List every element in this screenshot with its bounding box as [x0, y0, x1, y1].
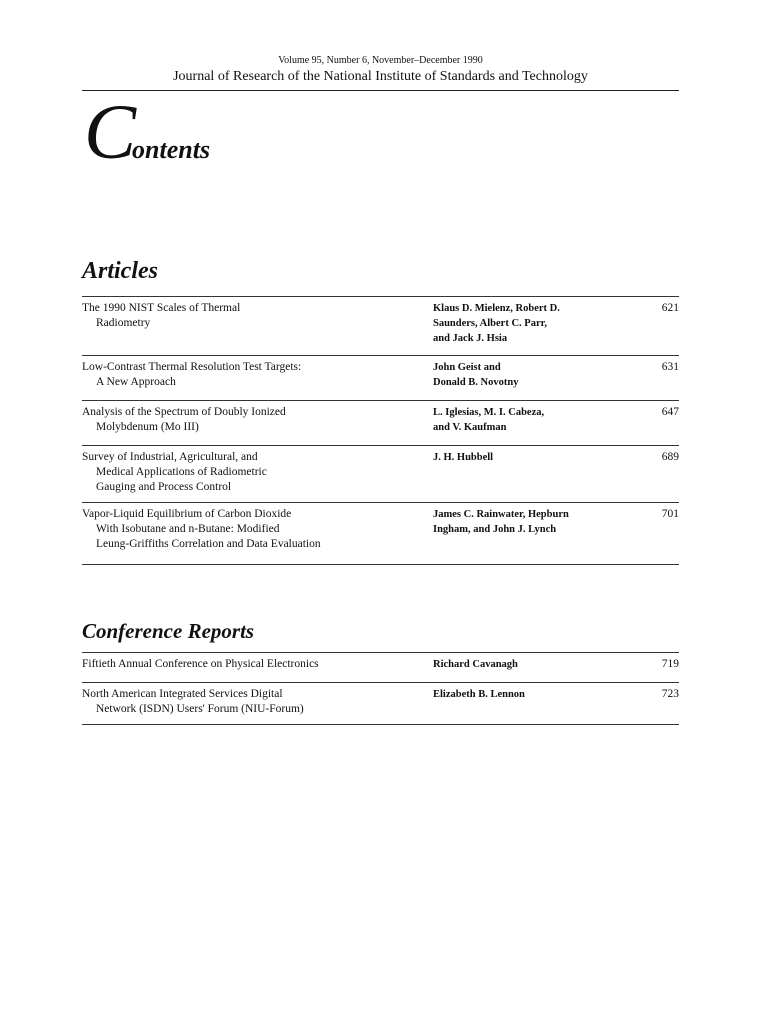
title-line: Network (ISDN) Users' Forum (NIU-Forum) [96, 703, 304, 715]
conference-authors [433, 687, 633, 702]
conference-reports-heading: Conference Reports [82, 619, 255, 643]
author-line: Saunders, Albert C. Parr, [433, 318, 547, 329]
issue-line: Volume 95, Number 6, November–December 1990 [278, 55, 483, 66]
conference-reports-list [82, 652, 679, 725]
article-page-number: 621 [661, 302, 679, 314]
article-page-number: 647 [661, 406, 679, 418]
author-line: Ingham, and John J. Lynch [433, 524, 557, 535]
title-line: North American Integrated Services Digital [82, 688, 283, 700]
article-page-number: 689 [661, 451, 679, 463]
contents-heading-initial: C [84, 88, 137, 175]
author-line: John Geist and [433, 362, 501, 373]
author-line: and V. Kaufman [433, 422, 507, 433]
article-authors [433, 507, 633, 537]
title-line: Low-Contrast Thermal Resolution Test Targets: [82, 361, 302, 373]
article-entry [82, 502, 679, 565]
title-line: Leung-Griffiths Correlation and Data Evaluation [96, 538, 321, 550]
journal-page [82, 0, 679, 1024]
article-title [82, 450, 422, 495]
article-entry [82, 445, 679, 502]
author-line: Donald B. Novotny [433, 377, 519, 388]
article-page-number: 701 [661, 508, 679, 520]
author-line: Klaus D. Mielenz, Robert D. [433, 303, 560, 314]
title-line: Fiftieth Annual Conference on Physical Electronics [82, 658, 319, 670]
conference-title [82, 657, 422, 672]
title-line: A New Approach [96, 376, 176, 388]
article-title [82, 405, 422, 435]
article-page-number: 631 [661, 361, 679, 373]
author-line: J. H. Hubbell [433, 452, 494, 463]
article-entry [82, 400, 679, 445]
journal-title: Journal of Research of the National Institute of Standards and Technology [173, 69, 588, 84]
article-authors [433, 360, 633, 390]
article-entry [82, 296, 679, 355]
title-line: With Isobutane and n-Butane: Modified [96, 523, 280, 535]
title-line: Vapor-Liquid Equilibrium of Carbon Dioxide [82, 508, 292, 520]
article-title [82, 301, 422, 331]
article-title [82, 360, 422, 390]
conference-page-number: 723 [661, 688, 679, 700]
article-entry [82, 355, 679, 400]
title-line: Gauging and Process Control [96, 481, 232, 493]
title-line: Medical Applications of Radiometric [96, 466, 267, 478]
contents-heading [84, 88, 211, 175]
author-line: Richard Cavanagh [433, 659, 518, 670]
articles-heading: Articles [82, 258, 158, 284]
contents-heading-rest: ontents [132, 135, 211, 164]
article-title [82, 507, 422, 552]
article-authors [433, 301, 633, 346]
author-line: L. Iglesias, M. I. Cabeza, [433, 407, 545, 418]
conference-entry [82, 652, 679, 682]
author-line: James C. Rainwater, Hepburn [433, 509, 569, 520]
title-line: Survey of Industrial, Agricultural, and [82, 451, 258, 463]
header-rule [82, 90, 679, 91]
article-authors [433, 405, 633, 435]
conference-authors [433, 657, 633, 672]
conference-entry [82, 682, 679, 725]
articles-list [82, 296, 679, 565]
conference-page-number: 719 [661, 658, 679, 670]
title-line: Analysis of the Spectrum of Doubly Ionized [82, 406, 286, 418]
conference-title [82, 687, 422, 717]
title-line: Radiometry [96, 317, 151, 329]
article-authors [433, 450, 633, 465]
author-line: and Jack J. Hsia [433, 333, 508, 344]
author-line: Elizabeth B. Lennon [433, 689, 525, 700]
title-line: The 1990 NIST Scales of Thermal [82, 302, 241, 314]
title-line: Molybdenum (Mo III) [96, 421, 199, 433]
